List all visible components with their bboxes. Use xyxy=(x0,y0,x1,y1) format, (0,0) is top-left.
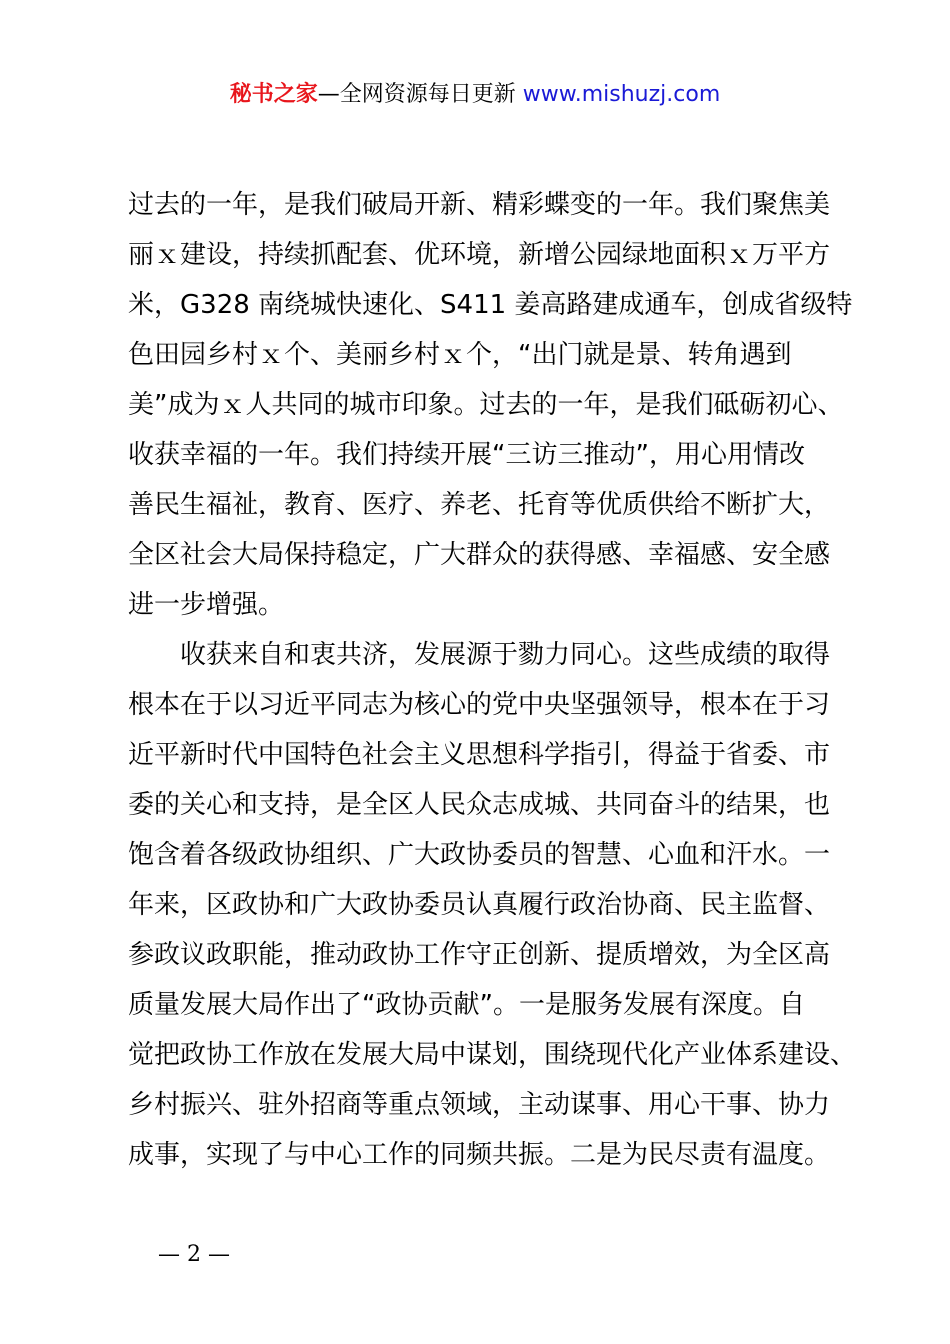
text-line: 美”成为ｘ人共同的城市印象。过去的一年，是我们砥砺初心、 xyxy=(128,390,844,420)
text-line: 质量发展大局作出了“政协贡献”。一是服务发展有深度。自 xyxy=(128,990,805,1020)
document-body xyxy=(128,180,857,1180)
paragraph-2 xyxy=(128,630,857,1180)
text-line: 米，G328 南绕城快速化、S411 姜高路建成通车，创成省级特 xyxy=(128,290,853,320)
text-line: 收获幸福的一年。我们持续开展“三访三推动”，用心用情改 xyxy=(128,440,805,470)
text-line: 根本在于以习近平同志为核心的党中央坚强领导，根本在于习 xyxy=(128,690,831,720)
paragraph-1 xyxy=(128,180,853,630)
text-line: 年来，区政协和广大政协委员认真履行政治协商、民主监督、 xyxy=(128,890,831,920)
site-brand: 秘书之家 xyxy=(229,82,318,107)
text-line: 成事，实现了与中心工作的同频共振。二是为民尽责有温度。 xyxy=(128,1140,831,1170)
text-line: 丽ｘ建设，持续抓配套、优环境，新增公园绿地面积ｘ万平方 xyxy=(128,240,831,270)
text-line: 全区社会大局保持稳定，广大群众的获得感、幸福感、安全感 xyxy=(128,540,831,570)
site-url: www.mishuzj.com xyxy=(522,82,721,107)
text-line: 饱含着各级政协组织、广大政协委员的智慧、心血和汗水。一 xyxy=(128,840,831,870)
text-line: 乡村振兴、驻外招商等重点领域，主动谋事、用心干事、协力 xyxy=(128,1090,831,1120)
text-line: 觉把政协工作放在发展大局中谋划，围绕现代化产业体系建设、 xyxy=(128,1040,857,1070)
text-line: 委的关心和支持，是全区人民众志成城、共同奋斗的结果，也 xyxy=(128,790,831,820)
text-line: 善民生福祉，教育、医疗、养老、托育等优质供给不断扩大， xyxy=(128,490,831,520)
text-line: 参政议政职能，推动政协工作守正创新、提质增效，为全区高 xyxy=(128,940,831,970)
page-number: — 2 — xyxy=(158,1242,230,1267)
site-header xyxy=(0,80,950,110)
site-tagline: —全网资源每日更新 xyxy=(317,82,523,107)
text-line: 过去的一年，是我们破局开新、精彩蝶变的一年。我们聚焦美 xyxy=(128,190,831,220)
text-line: 色田园乡村ｘ个、美丽乡村ｘ个，“出门就是景、转角遇到 xyxy=(128,340,792,370)
text-line: 收获来自和衷共济，发展源于勠力同心。这些成绩的取得 xyxy=(128,640,831,670)
text-line: 近平新时代中国特色社会主义思想科学指引，得益于省委、市 xyxy=(128,740,831,770)
text-line: 进一步增强。 xyxy=(128,590,285,620)
